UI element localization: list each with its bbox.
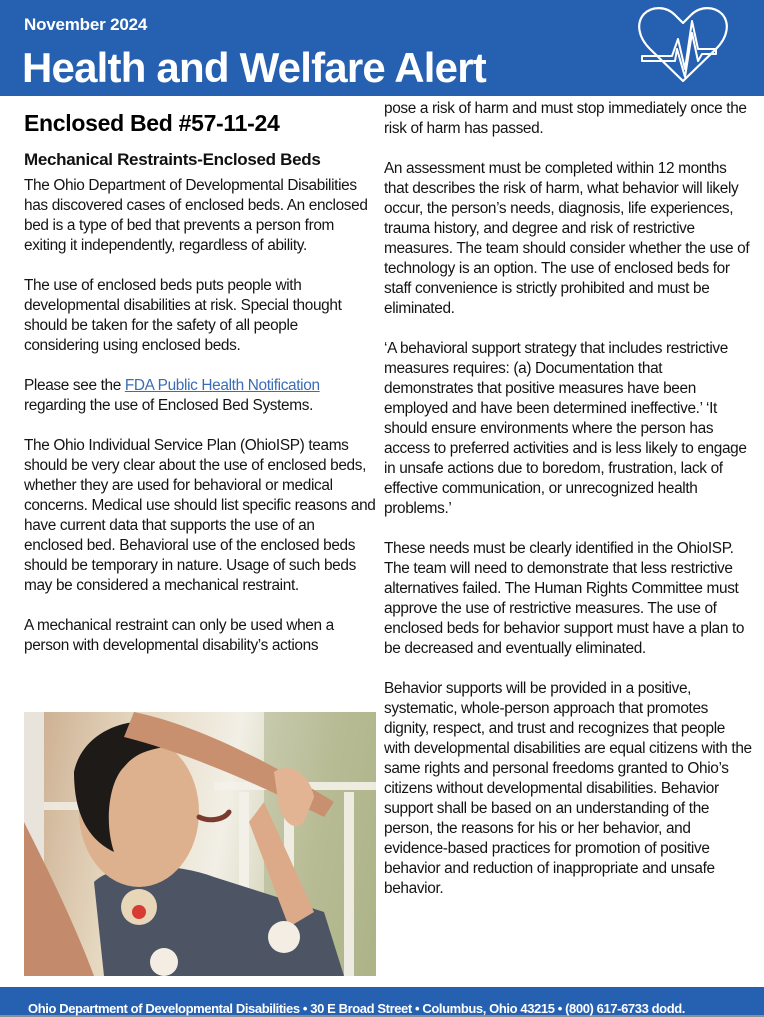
- fda-prefix: Please see the: [24, 377, 125, 394]
- paragraph-intro: The Ohio Department of Developmental Disabilities has discovered cases of enclosed beds. An enclosed bed is a type of bed that prevents a person from exiting it independently, regardless of ability.: [24, 177, 368, 254]
- photo-illustration: [24, 712, 376, 976]
- paragraph-ohioisp: The Ohio Individual Service Plan (OhioISP) teams should be very clear about the use of enclosed beds, whether they are used for behavioral or medical concerns. Medical use should list specific reasons and have current data that supports the use of an enclosed bed. Behavioral use of the enclosed beds should be temporary in nature. Usage of such beds may be considered a mechanical restraint.: [24, 437, 376, 594]
- header-banner: [0, 0, 764, 96]
- paragraph-harm: pose a risk of harm and must stop immediately once the risk of harm has passed.: [384, 100, 747, 137]
- paragraph-strategy: ‘A behavioral support strategy that includes restrictive measures requires: (a) Documentation that demonstrates that positive measures have been employed and have been determined ineffective.’ ‘It should ensure environments where the person has access to preferred activities and is less likely to engage in unsafe actions due to boredom, frustration, lack of effective communication, or unrecognized health problems.’: [384, 340, 747, 517]
- article-title: Enclosed Bed #57-11-24: [24, 110, 280, 136]
- footer-contact: Ohio Department of Developmental Disabilities • 30 E Broad Street • Columbus, Ohio 43215 • (800) 617-6733 dodd.: [28, 1001, 685, 1016]
- paragraph-assessment: An assessment must be completed within 12 months that describes the risk of harm, what behavior will likely occur, the person’s needs, diagnosis, life experiences, trauma history, and degree and risk of restrictive measures. The team should consider whether the use of technology is an option. The use of enclosed beds for staff convenience is strictly prohibited and must be eliminated.: [384, 160, 750, 317]
- footer-banner: [0, 987, 764, 1017]
- fda-suffix: regarding the use of Enclosed Bed Systems.: [24, 397, 314, 414]
- fda-notification-link[interactable]: FDA Public Health Notification: [124, 377, 320, 394]
- paragraph-supports: Behavior supports will be provided in a positive, systematic, whole-person approach that promotes dignity, respect, and trust and recognizes that people with developmental disabilities are equal citizens with the same rights and personal freedoms granted to Ohio’s citizens without developmental disabilities. Behavior support shall be based on an understanding of the person, the reasons for his or her behavior, and evidence-based practices for promotion of positive behavior and reduction of inappropriate and unsafe behavior.: [384, 680, 752, 897]
- article-subtitle: Mechanical Restraints-Enclosed Beds: [24, 150, 321, 169]
- article-photo: [24, 712, 376, 976]
- paragraph-restraint: A mechanical restraint can only be used when a person with developmental disability’s actions: [24, 617, 334, 654]
- paragraph-risk: The use of enclosed beds puts people with developmental disabilities at risk. Special thought should be taken for the safety of all people considering using enclosed beds.: [24, 277, 342, 354]
- left-column: [24, 106, 376, 676]
- paragraph-fda: [24, 376, 376, 416]
- newsletter-title: Health and Welfare Alert: [22, 44, 486, 91]
- right-column: [384, 99, 754, 919]
- heart-pulse-icon: [632, 3, 734, 85]
- paragraph-needs: These needs must be clearly identified in the OhioISP. The team will need to demonstrate that less restrictive alternatives failed. The Human Rights Committee must approve the use of restrictive measures. The use of enclosed beds for behavior support must have a plan to be decreased and eventually eliminated.: [384, 540, 745, 657]
- issue-date: November 2024: [24, 15, 148, 34]
